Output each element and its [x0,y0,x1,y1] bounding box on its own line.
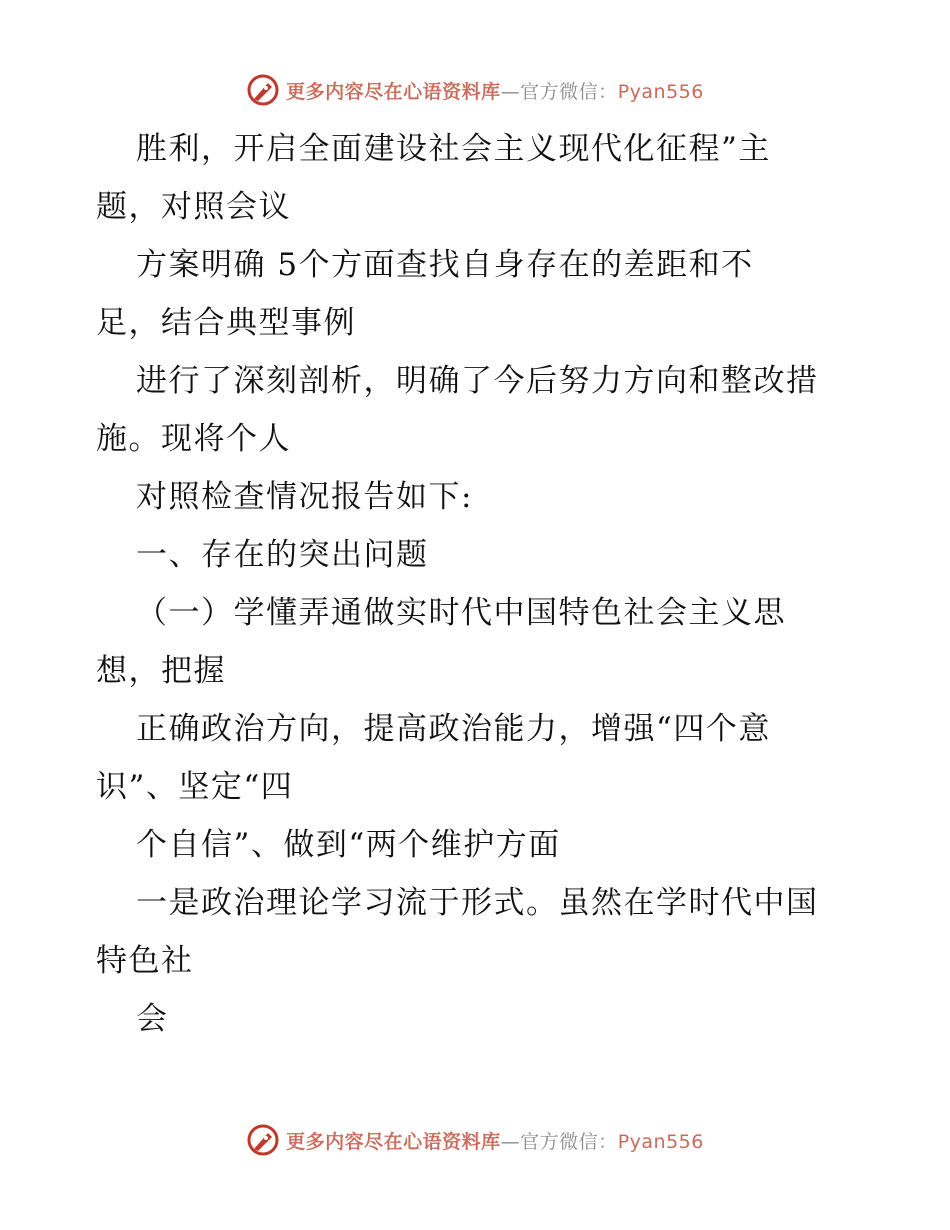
paragraph-line: 足，结合典型事例 [96,305,356,341]
banner-dash: — [500,80,521,103]
banner-wechat-label: 官方微信： [520,80,618,103]
document-body [96,120,876,1048]
banner-main-text: 更多内容尽在心语资料库 [286,80,501,103]
footer-watermark-banner [0,1120,950,1160]
banner-wechat-id: Pyan556 [617,1130,704,1153]
banner-wechat-id: Pyan556 [617,80,704,103]
pen-nib-logo-icon [246,73,280,107]
paragraph-line: 施。现将个人 [96,421,291,457]
paragraph-line: 特色社 [96,943,194,979]
header-watermark-banner [0,70,950,110]
section-heading: 一、存在的突出问题 [136,537,429,573]
paragraph-line: 个自信”、做到“两个维护方面 [136,827,561,863]
paragraph-line: 识”、坚定“四 [96,769,294,805]
banner-wechat-label: 官方微信： [520,1130,618,1153]
paragraph-line: 一是政治理论学习流于形式。虽然在学时代中国 [136,885,819,921]
subsection-heading: （一）学懂弄通做实时代中国特色社会主义思 [136,595,786,631]
banner-main-text: 更多内容尽在心语资料库 [286,1130,501,1153]
paragraph-line: 会 [136,1001,169,1037]
paragraph-line: 题，对照会议 [96,189,291,225]
paragraph-line: 对照检查情况报告如下: [136,479,473,515]
paragraph-line: 进行了深刻剖析，明确了今后努力方向和整改措 [136,363,819,399]
paragraph-line: 正确政治方向，提高政治能力，增强“四个意 [136,711,771,747]
paragraph-line: 胜利，开启全面建设社会主义现代化征程”主 [136,131,771,167]
banner-dash: — [500,1130,521,1153]
paragraph-line: 想，把握 [96,653,226,689]
pen-nib-logo-icon [246,1123,280,1157]
paragraph-line: 方案明确 5个方面查找自身存在的差距和不 [136,247,754,283]
